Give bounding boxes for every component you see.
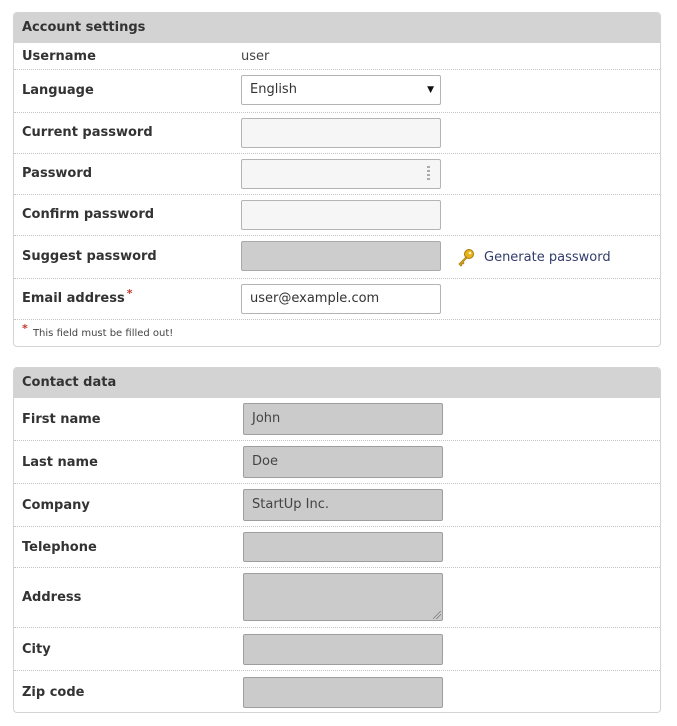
confirm-password-row — [14, 195, 660, 236]
password-label: Password — [22, 166, 93, 181]
required-note-marker: * — [22, 322, 28, 335]
language-row — [14, 70, 660, 113]
password-row — [14, 154, 660, 195]
key-icon — [456, 247, 476, 267]
required-note-text: This field must be filled out! — [32, 328, 174, 339]
caret-down-icon: ▼ — [427, 85, 434, 95]
current-password-input[interactable] — [241, 118, 441, 148]
company-value: StartUp Inc. — [252, 497, 330, 512]
zip-code-label: Zip code — [22, 685, 85, 700]
password-manager-icon[interactable] — [427, 166, 430, 182]
first-name-label: First name — [22, 412, 101, 427]
username-row — [14, 43, 660, 70]
language-select-value: English — [250, 82, 297, 97]
resize-grip-icon — [433, 611, 441, 619]
telephone-row — [14, 527, 660, 568]
zip-code-row — [14, 671, 660, 713]
first-name-row — [14, 398, 660, 441]
company-label: Company — [22, 498, 90, 513]
first-name-field — [243, 403, 443, 435]
address-field — [243, 573, 443, 621]
city-label: City — [22, 642, 51, 657]
password-input[interactable] — [241, 159, 441, 189]
company-row — [14, 484, 660, 527]
username-label: Username — [22, 49, 96, 64]
email-label-text: Email address — [22, 291, 125, 306]
required-note-row — [14, 320, 660, 347]
current-password-row — [14, 113, 660, 154]
email-input[interactable] — [241, 284, 441, 314]
address-row — [14, 568, 660, 628]
telephone-label: Telephone — [22, 540, 97, 555]
account-settings-panel — [13, 12, 661, 347]
company-field — [243, 489, 443, 521]
suggest-password-label: Suggest password — [22, 249, 157, 264]
confirm-password-input[interactable] — [241, 200, 441, 230]
last-name-row — [14, 441, 660, 484]
required-marker: * — [126, 287, 133, 300]
city-field — [243, 634, 443, 665]
email-row — [14, 279, 660, 320]
account-settings-header: Account settings — [14, 13, 660, 43]
generate-password-link[interactable] — [456, 247, 611, 267]
generate-password-label: Generate password — [484, 249, 611, 265]
contact-data-header: Contact data — [14, 368, 660, 398]
email-label — [22, 287, 133, 306]
language-label: Language — [22, 83, 94, 98]
required-note — [22, 322, 174, 339]
telephone-field — [243, 532, 443, 562]
last-name-value: Doe — [252, 454, 278, 469]
last-name-field — [243, 446, 443, 478]
first-name-value: John — [252, 411, 281, 426]
current-password-label: Current password — [22, 125, 153, 140]
last-name-label: Last name — [22, 455, 98, 470]
confirm-password-label: Confirm password — [22, 207, 155, 222]
username-value: user — [241, 49, 270, 64]
address-label: Address — [22, 590, 82, 605]
city-row — [14, 628, 660, 671]
email-input-value: user@example.com — [250, 291, 380, 306]
contact-data-panel — [13, 367, 661, 713]
suggest-password-field — [241, 241, 441, 271]
suggest-password-row — [14, 236, 660, 279]
zip-code-field — [243, 677, 443, 708]
language-select[interactable] — [241, 75, 441, 105]
